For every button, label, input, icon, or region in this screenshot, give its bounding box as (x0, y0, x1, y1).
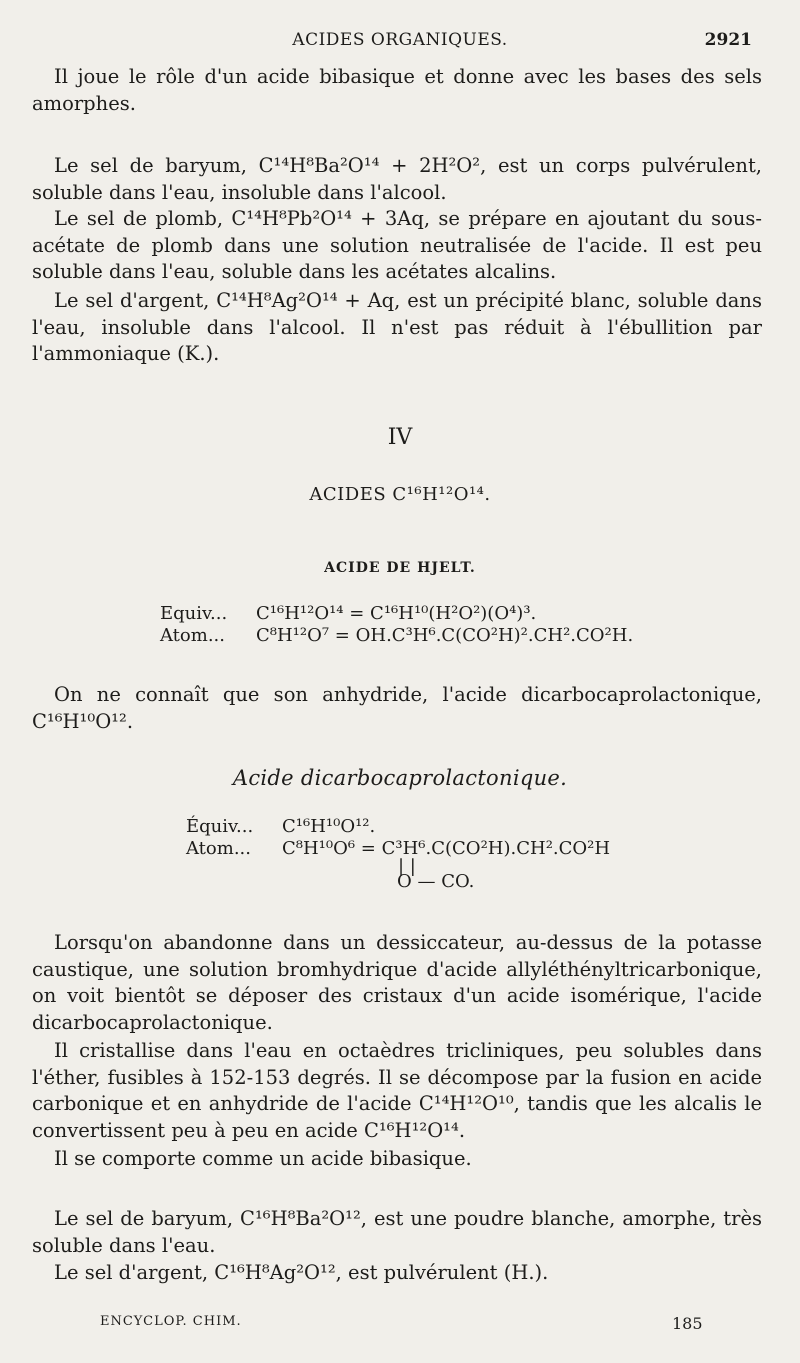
lactone-ring-bottom: O — CO. (397, 871, 475, 892)
equiv-row (160, 603, 633, 625)
section-title: ACIDES C¹⁶H¹²O¹⁴. (309, 484, 491, 505)
equiv-row-2 (186, 816, 610, 838)
page-header (0, 30, 800, 54)
paragraph-1: Il joue le rôle d'un acide bibasique et donne avec les bases des sels amorphes. (32, 65, 762, 115)
atom-label-2: Atom... (186, 838, 251, 859)
section-number: IV (387, 425, 413, 450)
atom-row (160, 625, 633, 647)
page-footer (0, 1314, 800, 1334)
paragraph-silver-salt: Le sel d'argent, C¹⁴H⁸Ag²O¹⁴ + Aq, est un précipité blanc, soluble dans l'eau, insoluble dans l'alcool. Il n'est pas réduit à l'ébullition par l'ammoniaque (K.). (32, 289, 762, 365)
footer-signature: ENCYCLOP. CHIM. (100, 1314, 242, 1329)
atom-label: Atom... (160, 625, 225, 646)
atom-formula-2: C⁸H¹⁰O⁶ = C³H⁶.C(CO²H).CH².CO²H (282, 838, 611, 859)
compound-heading: ACIDE DE HJELT. (324, 560, 476, 576)
paragraph-bibasic: Il se comporte comme un acide bibasique. (54, 1147, 472, 1170)
paragraph-barium-salt: Le sel de baryum, C¹⁴H⁸Ba²O¹⁴ + 2H²O², est un corps pulvérulent, soluble dans l'eau, insoluble dans l'alcool. (32, 154, 762, 204)
atom-formula: C⁸H¹²O⁷ = OH.C³H⁶.C(CO²H)².CH².CO²H. (256, 625, 634, 646)
paragraph-lead-salt: Le sel de plomb, C¹⁴H⁸Pb²O¹⁴ + 3Aq, se prépare en ajoutant du sous-acétate de plomb dans une solution neutralisée de l'acide. Il est peu soluble dans l'eau, soluble dans les acétates alcalins. (32, 207, 762, 283)
footer-sheet-number: 185 (672, 1314, 703, 1333)
equiv-label-2: Équiv... (186, 816, 254, 837)
lactone-bond-bars: | | (398, 856, 416, 877)
paragraph-properties: Il cristallise dans l'eau en octaèdres tricliniques, peu solubles dans l'éther, fusibles à 152-153 degrés. Il se décompose par la fusion en acide carbonique et en anhydride de l'acide C¹⁴H¹²O¹⁰, tandis que les alcalis le convertissent peu à peu en acide C¹⁶H¹²O¹⁴. (32, 1039, 762, 1142)
equiv-formula-2: C¹⁶H¹⁰O¹². (282, 816, 376, 837)
running-title: ACIDES ORGANIQUES. (292, 30, 508, 50)
equiv-label: Equiv... (160, 603, 228, 624)
paragraph-silver-salt-2: Le sel d'argent, C¹⁶H⁸Ag²O¹², est pulvérulent (H.). (54, 1261, 549, 1284)
equiv-formula: C¹⁶H¹²O¹⁴ = C¹⁶H¹⁰(H²O²)(O⁴)³. (256, 603, 537, 624)
compound-subtitle: Acide dicarbocaprolactonique. (232, 766, 568, 790)
formula-block-hjelt (160, 603, 633, 647)
paragraph-anhydride: On ne connaît que son anhydride, l'acide dicarbocaprolactonique, C¹⁶H¹⁰O¹². (32, 683, 762, 733)
paragraph-barium-salt-2: Le sel de baryum, C¹⁶H⁸Ba²O¹², est une poudre blanche, amorphe, très soluble dans l'eau. (32, 1207, 762, 1257)
page-number: 2921 (704, 30, 752, 50)
formula-block-lactonic (186, 816, 610, 860)
paragraph-preparation: Lorsqu'on abandonne dans un dessiccateur, au-dessus de la potasse caustique, une solution bromhydrique d'acide allyléthényltricarbonique, on voit bientôt se déposer des cristaux d'un acide isomérique, l'acide dicarbocaprolactonique. (32, 931, 762, 1034)
